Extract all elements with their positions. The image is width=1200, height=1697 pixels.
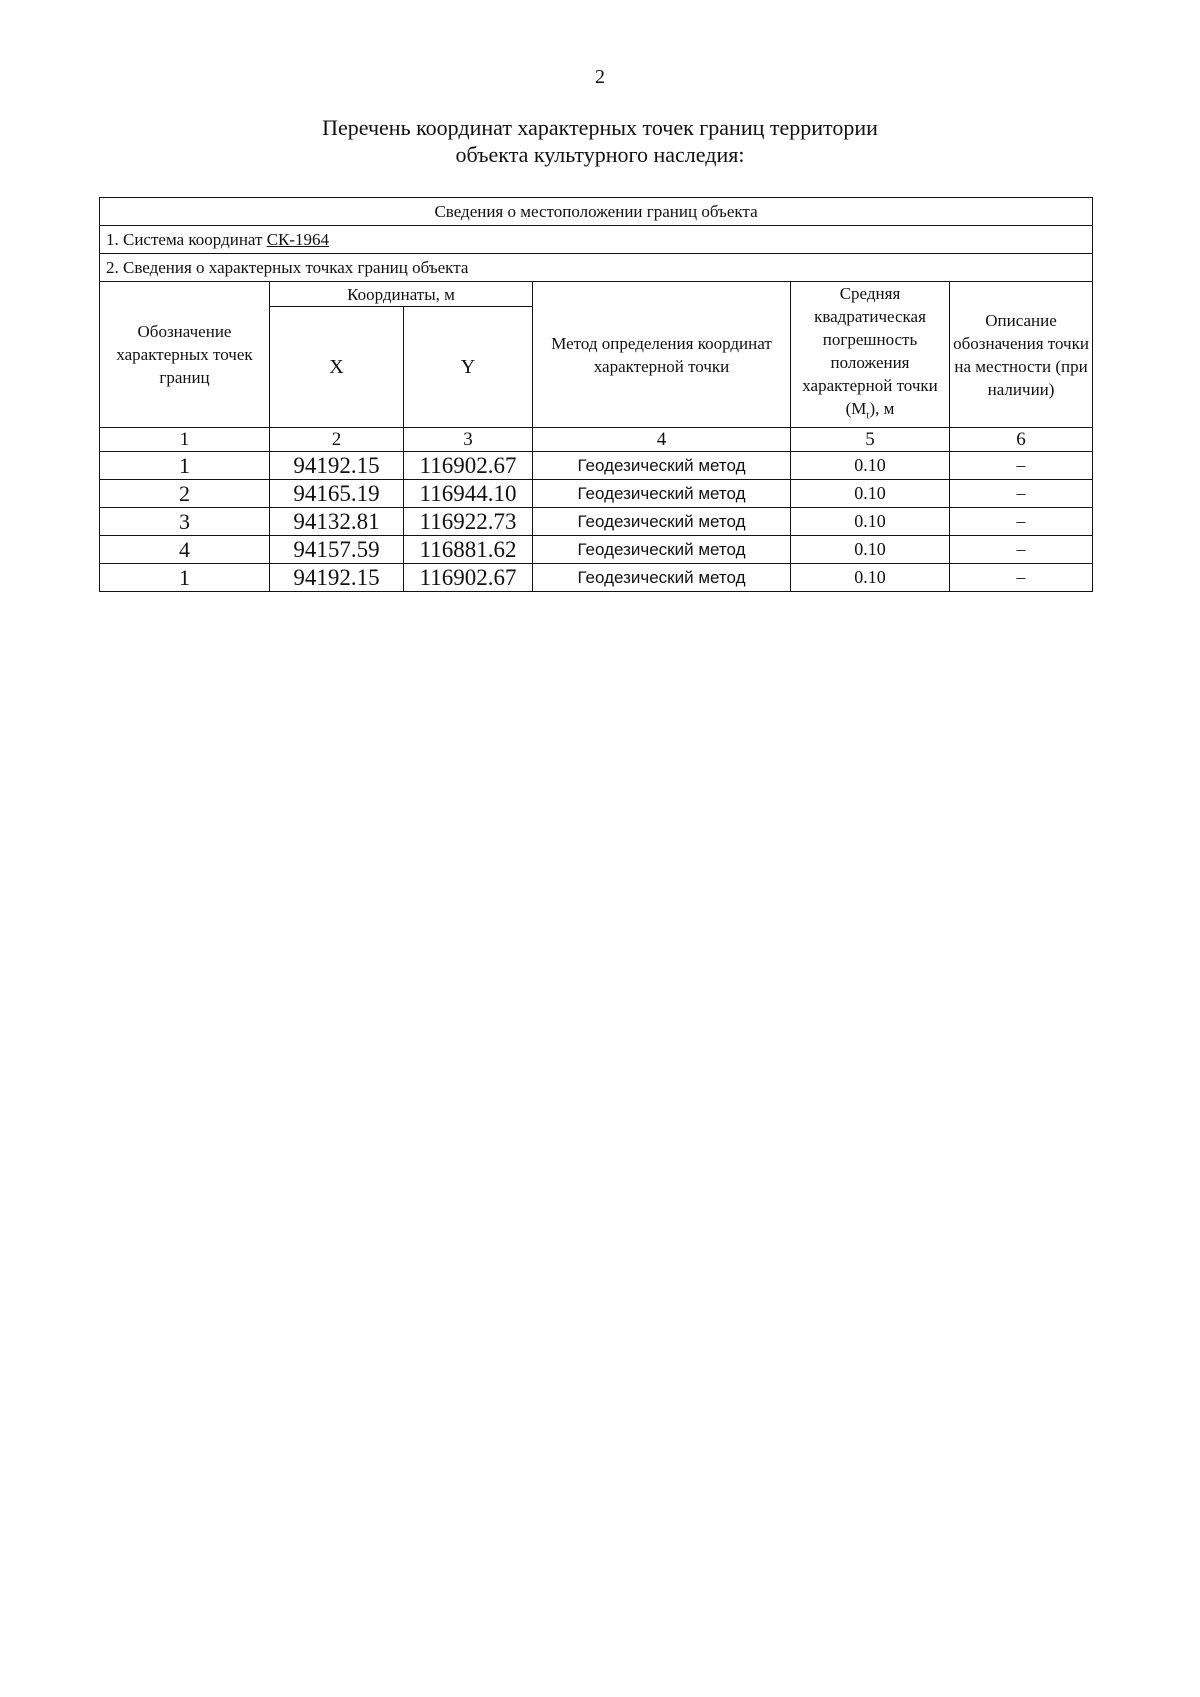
header-description: Описание обозначения точки на местности (при наличии) [950,282,1093,428]
point-number: 3 [100,508,270,536]
method-value: Геодезический метод [533,536,791,564]
page-number: 2 [595,66,605,88]
column-number: 2 [270,428,404,452]
table-row [100,480,1093,508]
table-row [100,564,1093,592]
y-value: 116944.10 [404,480,533,508]
header-error [791,282,950,428]
error-value: 0.10 [791,508,950,536]
description-value: – [950,452,1093,480]
table-row [100,536,1093,564]
title-line-1: Перечень координат характерных точек границ территории [322,115,878,140]
method-value: Геодезический метод [533,452,791,480]
error-value: 0.10 [791,564,950,592]
method-value: Геодезический метод [533,564,791,592]
x-value: 94157.59 [270,536,404,564]
description-value: – [950,508,1093,536]
point-number: 2 [100,480,270,508]
table-row [100,508,1093,536]
error-value: 0.10 [791,480,950,508]
points-info-row [100,254,1093,282]
header-y: Y [404,307,533,428]
column-number: 3 [404,428,533,452]
header-error-main: Средняя квадратическая погрешность положения характерной точки (M [802,284,938,418]
method-value: Геодезический метод [533,480,791,508]
method-value: Геодезический метод [533,508,791,536]
header-row-1 [100,282,1093,307]
header-coordinates: Координаты, м [270,282,533,307]
header-x: X [270,307,404,428]
header-error-sub: t [866,409,870,422]
error-value: 0.10 [791,452,950,480]
coordinates-table [99,197,1093,592]
x-value: 94192.15 [270,564,404,592]
y-value: 116902.67 [404,564,533,592]
point-number: 1 [100,452,270,480]
y-value: 116922.73 [404,508,533,536]
header-method: Метод определения координат характерной точки [533,282,791,428]
point-number: 1 [100,564,270,592]
coordinate-system [100,226,1093,254]
column-number: 6 [950,428,1093,452]
y-value: 116881.62 [404,536,533,564]
header-error-tail: ), м [869,399,895,418]
description-value: – [950,536,1093,564]
section-title: Сведения о местоположении границ объекта [100,198,1093,226]
x-value: 94192.15 [270,452,404,480]
x-value: 94132.81 [270,508,404,536]
coordinate-system-row [100,226,1093,254]
error-value: 0.10 [791,536,950,564]
description-value: – [950,564,1093,592]
header-designation: Обозначение характерных точек границ [100,282,270,428]
column-number: 4 [533,428,791,452]
y-value: 116902.67 [404,452,533,480]
coordinate-system-value: СК-1964 [266,229,330,249]
points-info: 2. Сведения о характерных точках границ объекта [100,254,1093,282]
point-number: 4 [100,536,270,564]
title-line-2: объекта культурного наследия: [455,142,745,167]
column-number: 5 [791,428,950,452]
table-row [100,452,1093,480]
coordinate-system-label: 1. Система координат [106,229,267,249]
section-title-row [100,198,1093,226]
description-value: – [950,480,1093,508]
page-title [200,114,1000,168]
x-value: 94165.19 [270,480,404,508]
column-number: 1 [100,428,270,452]
column-numbers-row [100,428,1093,452]
